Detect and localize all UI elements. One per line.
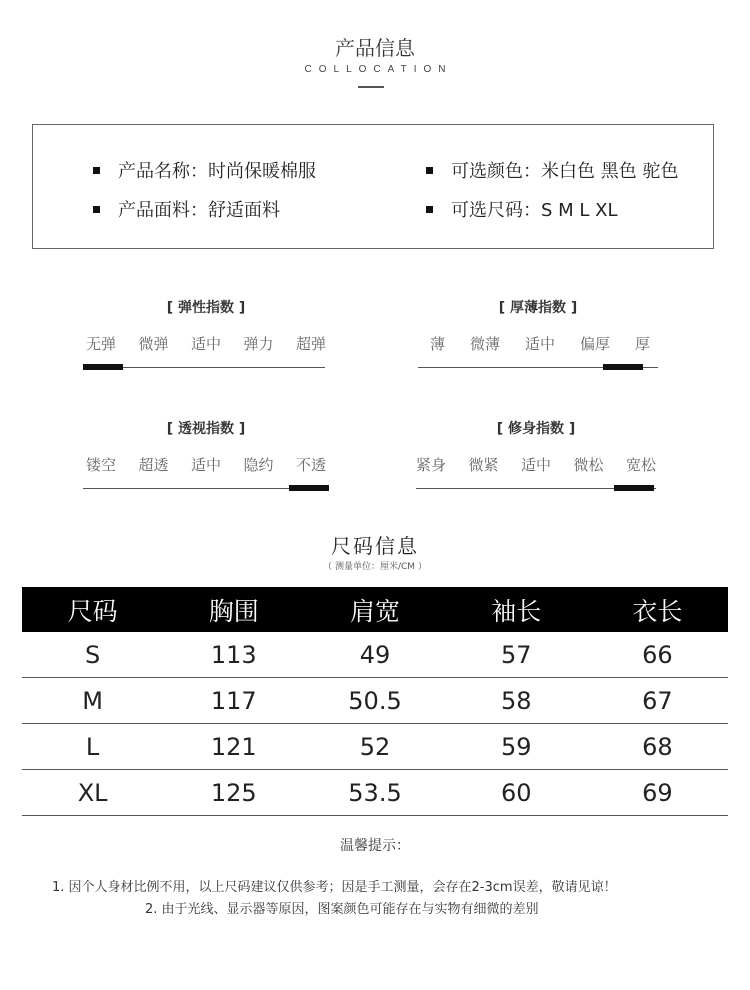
table-cell: M	[82, 686, 103, 715]
bullet-icon	[426, 206, 433, 213]
bullet-icon	[93, 206, 100, 213]
table-row	[22, 632, 728, 678]
table-header-row	[22, 587, 728, 632]
header-cell: 衣长	[632, 596, 683, 626]
table-cell: 49	[359, 640, 391, 669]
fit-option: 适中	[520, 456, 551, 474]
table-cell: XL	[77, 778, 108, 807]
header-cell: 肩宽	[350, 596, 401, 626]
table-cell: 53.5	[348, 778, 402, 807]
bullet-icon	[426, 167, 433, 174]
thickness-indicator	[603, 364, 643, 370]
table-cell: L	[85, 732, 100, 761]
elasticity-option: 超弹	[295, 335, 326, 353]
transparency-option: 适中	[190, 456, 221, 474]
product-size-text: 可选尺码：S M L XL	[451, 200, 618, 221]
table-cell: 117	[210, 686, 257, 715]
table-cell: 113	[210, 640, 257, 669]
thickness-option: 适中	[524, 335, 555, 353]
thickness-title: [ 厚薄指数 ]	[498, 300, 578, 316]
transparency-indicator	[289, 485, 329, 491]
elasticity-options	[86, 333, 326, 354]
thickness-option: 薄	[430, 335, 446, 353]
fit-option: 微紧	[468, 456, 499, 474]
table-row	[22, 770, 728, 816]
product-info-box	[32, 124, 714, 249]
transparency-options	[86, 454, 326, 475]
table-cell: 52	[359, 732, 391, 761]
table-cell: 121	[210, 732, 257, 761]
fit-title: [ 修身指数 ]	[496, 421, 576, 437]
product-color-text: 可选颜色：米白色 黑色 驼色	[451, 161, 679, 182]
title-divider	[358, 86, 384, 88]
header-cell: 袖长	[491, 596, 542, 626]
fit-indicator	[614, 485, 654, 491]
product-name-text: 产品名称：时尚保暖棉服	[118, 161, 316, 182]
table-cell: 57	[500, 640, 532, 669]
table-cell: 66	[642, 640, 673, 669]
elasticity-option: 无弹	[86, 335, 117, 353]
product-fabric-text: 产品面料：舒适面料	[118, 200, 280, 221]
table-cell: 125	[210, 778, 257, 807]
product-color-item	[426, 157, 678, 183]
transparency-option: 超透	[138, 456, 169, 474]
thickness-option: 厚	[634, 335, 650, 353]
section-subtitle: COLLOCATION	[304, 64, 453, 75]
tip-item: 1. 因个人身材比例不用，以上尺码建议仅供参考；因是手工测量，会存在2-3cm误差，敬请见谅！	[52, 880, 617, 895]
measurement-unit-note: （ 测量单位：厘米/CM ）	[323, 562, 427, 572]
elasticity-option: 适中	[190, 335, 221, 353]
transparency-option: 镂空	[86, 456, 117, 474]
section-title: 产品信息	[335, 36, 415, 60]
product-name-item	[93, 157, 316, 183]
elasticity-option: 弹力	[243, 335, 274, 353]
fit-options	[416, 454, 656, 475]
fit-option: 微松	[573, 456, 604, 474]
size-table	[22, 587, 728, 816]
tips-title: 温馨提示：	[340, 838, 410, 854]
table-cell: 69	[642, 778, 673, 807]
table-cell: S	[84, 640, 101, 669]
thickness-options	[418, 333, 658, 354]
tip-item: 2. 由于光线、显示器等原因，图案颜色可能存在与实物有细微的差别	[145, 902, 539, 917]
fit-option: 紧身	[416, 456, 447, 474]
elasticity-title: [ 弹性指数 ]	[166, 300, 246, 316]
bullet-icon	[93, 167, 100, 174]
product-size-item	[426, 196, 618, 222]
table-row	[22, 724, 728, 770]
table-cell: 60	[500, 778, 532, 807]
transparency-option: 隐约	[243, 456, 274, 474]
product-fabric-item	[93, 196, 280, 222]
size-info-title: 尺码信息	[331, 534, 419, 558]
thickness-option: 偏厚	[579, 335, 610, 353]
table-cell: 59	[500, 732, 532, 761]
table-row	[22, 678, 728, 724]
table-cell: 58	[500, 686, 532, 715]
header-cell: 尺码	[67, 596, 118, 626]
elasticity-indicator	[83, 364, 123, 370]
thickness-option: 微薄	[469, 335, 500, 353]
table-cell: 68	[642, 732, 673, 761]
header-cell: 胸围	[208, 596, 259, 626]
fit-option: 宽松	[625, 456, 656, 474]
table-cell: 67	[642, 686, 673, 715]
transparency-title: [ 透视指数 ]	[166, 421, 246, 437]
table-cell: 50.5	[348, 686, 402, 715]
elasticity-option: 微弹	[138, 335, 169, 353]
transparency-option: 不透	[295, 456, 326, 474]
